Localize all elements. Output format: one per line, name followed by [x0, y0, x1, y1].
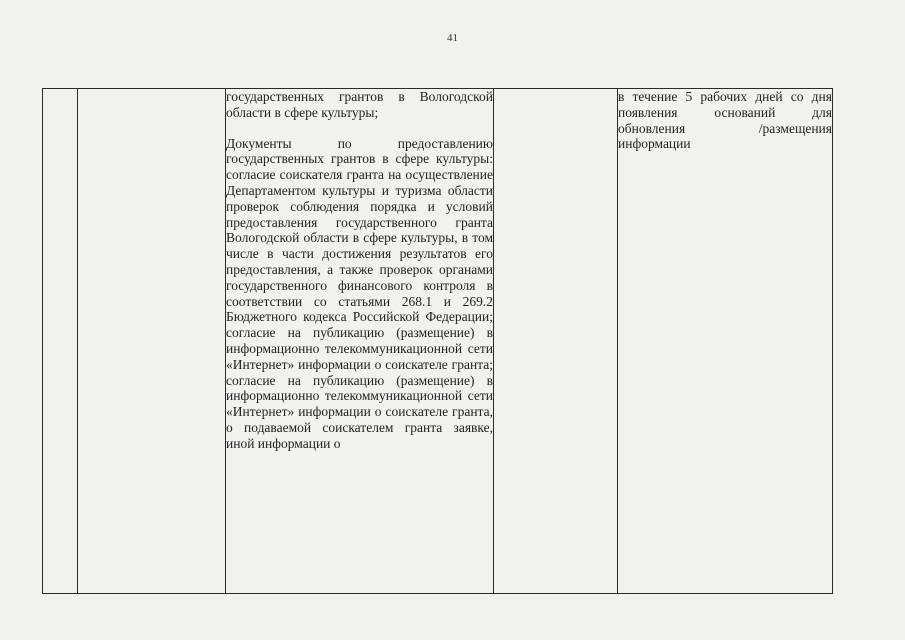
- page-number: 41: [447, 32, 458, 44]
- table-row: [43, 89, 833, 594]
- documents-paragraph-2: Документы по предоставлению государственных грантов в сфере культуры: согласие соискателя гранта на осуществление Департаментом культуры и туризма области проверок соблюдения порядка и условий предоставления государственного гранта Вологодской области в сфере культуры, в том числе в части достижения результатов его предоставления, а также проверок органами государственного финансового контроля в соответствии со статьями 268.1 и 269.2 Бюджетного кодекса Российской Федерации; согласие на публикацию (размещение) в информационно телекоммуникационной сети «Интернет» информации о соискателе гранта; согласие на публикацию (размещение) в информационно телекоммуникационной сети «Интернет» информации о соискателе гранта, о подаваемой соискателем гранта заявке, иной информации о: [226, 135, 493, 451]
- documents-paragraph-1: государственных грантов в Вологодской области в сфере культуры;: [226, 89, 493, 120]
- deadline-text: в течение 5 рабочих дней со дня появления оснований для обновления /размещения информации: [618, 89, 832, 152]
- cell-number: [43, 89, 78, 594]
- cell-documents: [226, 89, 494, 594]
- cell-responsible: [494, 89, 618, 594]
- document-table: [42, 88, 833, 594]
- cell-deadline: [618, 89, 833, 594]
- cell-name: [78, 89, 226, 594]
